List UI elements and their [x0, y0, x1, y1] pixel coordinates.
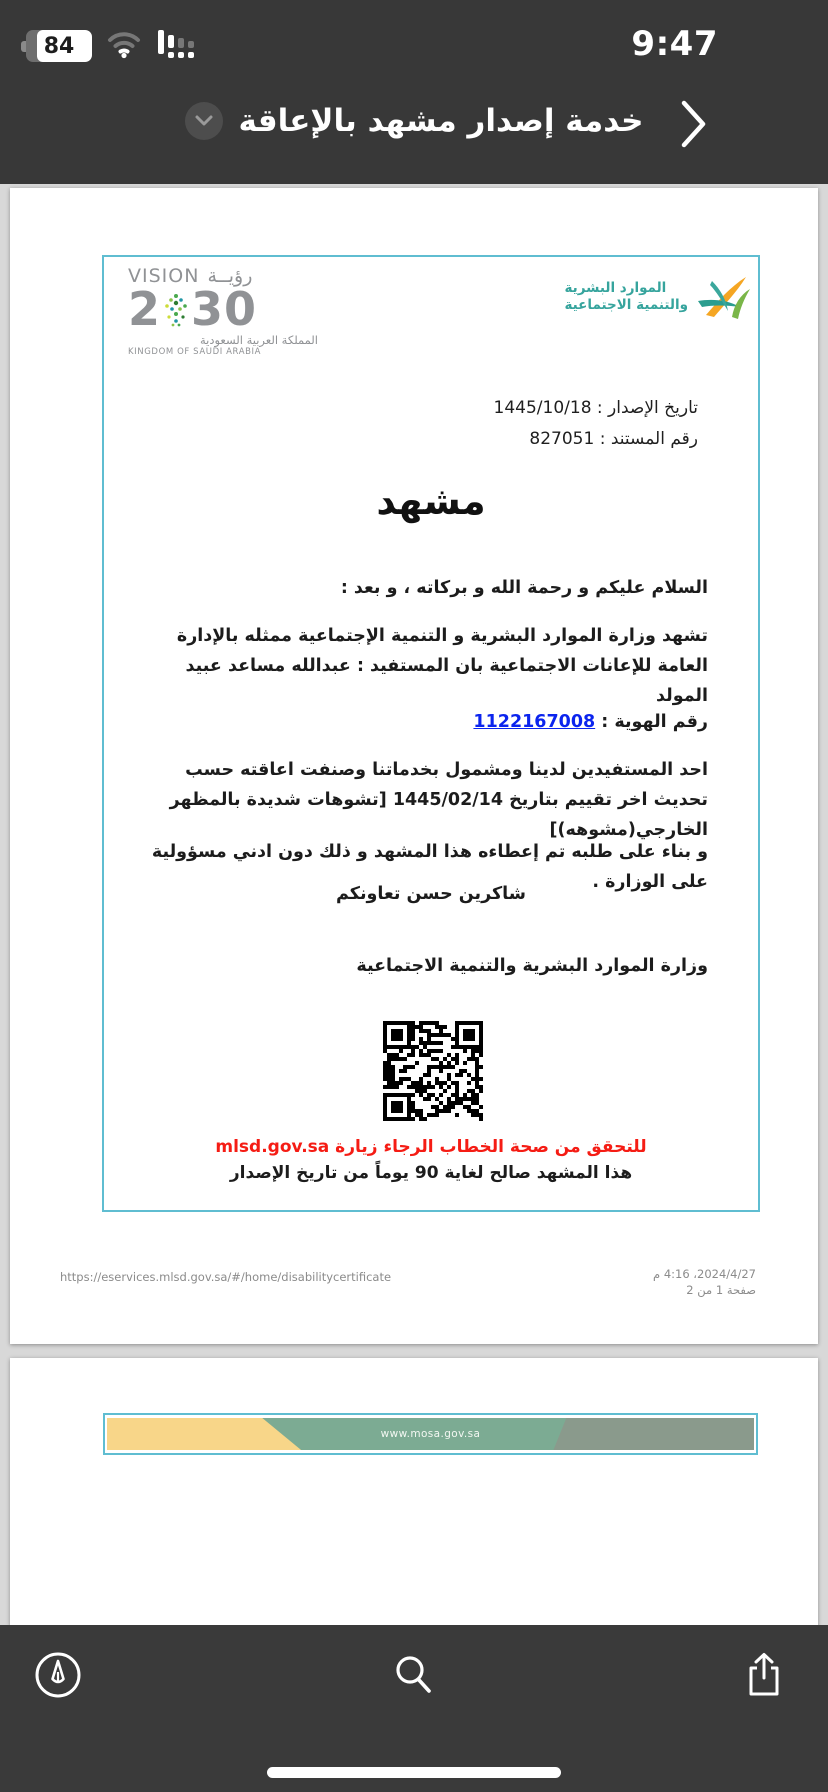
certificate-border [102, 255, 760, 1212]
markup-pen-icon [33, 1650, 83, 1700]
ministry-signature: وزارة الموارد البشرية والتنمية الاجتماعية [356, 956, 708, 976]
qr-code [383, 1021, 483, 1121]
cellular-signal-icon [156, 28, 200, 64]
certificate-title: مشهد [376, 479, 486, 523]
validity-notice: هذا المشهد صالح لغاية 90 يوماً من تاريخ الإصدار [229, 1163, 633, 1183]
battery-percent: 84 [43, 33, 75, 59]
vision-country-en: KINGDOM OF SAUDI ARABIA [128, 347, 262, 357]
disability-assessment-text: احد المستفيدين لدينا ومشمول بخدماتنا وصنفت اعاقته حسب تحديث اخر تقييم بتاريخ 1445/02/14 [تشوهات شديدة بالمظهر الخارجي(مشوهه)] [169, 760, 708, 840]
battery-icon [26, 30, 92, 62]
footer-page-number: صفحة 1 من 2 [686, 1283, 756, 1297]
wifi-icon [106, 29, 142, 63]
national-id-label: رقم الهوية : [595, 712, 708, 732]
disclaimer-text: و بناء على طلبه تم إعطاءه هذا المشهد و ذلك دون ادني مسؤولية على الوزارة . [151, 842, 708, 892]
national-id-link[interactable]: 1122167008 [473, 712, 596, 732]
chevron-right-icon [676, 98, 712, 150]
national-id-line [134, 707, 708, 737]
ministry-name-line2: والتنمية الاجتماعية [564, 297, 688, 313]
page2-banner [107, 1418, 754, 1450]
document-page-1[interactable] [10, 188, 818, 1344]
page2-banner-frame [103, 1413, 758, 1455]
salutation-text: السلام عليكم و رحمة الله و بركاته ، و بعد : [340, 578, 708, 598]
doc-number-label: رقم المستند : [599, 429, 698, 449]
top-chrome [0, 0, 828, 184]
page-title: خدمة إصدار مشهد بالإعاقة [238, 103, 644, 139]
document-meta [494, 393, 698, 455]
issue-date-line [494, 393, 698, 424]
clock-time: 9:47 [631, 24, 718, 64]
ministry-logo [564, 271, 752, 323]
doc-number-value: 827051 [529, 429, 595, 449]
vision-year-right: 30 [191, 282, 258, 336]
thanks-text: شاكرين حسن تعاونكم [336, 884, 526, 904]
share-button[interactable] [736, 1647, 792, 1703]
doc-number-line [494, 424, 698, 455]
vision-logo-ar: رؤيــة [207, 265, 253, 287]
issue-date-value: 1445/10/18 [493, 398, 592, 418]
certificate-body-intro: تشهد وزارة الموارد البشرية و التنمية الإجتماعية ممثله بالإدارة العامة للإعانات الاجتماعية بان المستفيد : عبدالله مساعد عبيد المولد [176, 626, 708, 706]
footer-meta [653, 1266, 756, 1298]
vision-year-left: 2 [128, 282, 162, 336]
navigation-bar [0, 92, 828, 172]
vision-2030-logo [128, 265, 318, 357]
footer-source-url: https://eservices.mlsd.gov.sa/#/home/disabilitycertificate [60, 1270, 392, 1284]
home-indicator[interactable] [267, 1767, 561, 1778]
ministry-name-line1: الموارد البشرية [564, 280, 667, 296]
vision-logo-en: VISION [128, 265, 200, 287]
banner-url-text: www.mosa.gov.sa [380, 1428, 481, 1440]
vision-country-ar: المملكة العربية السعودية [200, 333, 318, 347]
issue-date-label: تاريخ الإصدار : [596, 398, 698, 418]
footer-datetime: 2024/4/27، 4:16 م [653, 1267, 756, 1281]
title-dropdown-button[interactable] [185, 102, 223, 140]
search-button[interactable] [386, 1647, 442, 1703]
share-icon [739, 1650, 789, 1700]
document-page-2[interactable] [10, 1358, 818, 1626]
saudi-emblem-icon [161, 290, 191, 328]
markup-button[interactable] [30, 1647, 86, 1703]
chevron-down-icon [194, 114, 214, 128]
bottom-toolbar [0, 1625, 828, 1792]
verification-notice: للتحقق من صحة الخطاب الرجاء زيارة mlsd.gov.sa [215, 1137, 647, 1157]
status-bar [0, 22, 828, 66]
search-icon [389, 1650, 439, 1700]
back-button[interactable] [676, 98, 712, 150]
ministry-palm-icon [696, 271, 752, 323]
